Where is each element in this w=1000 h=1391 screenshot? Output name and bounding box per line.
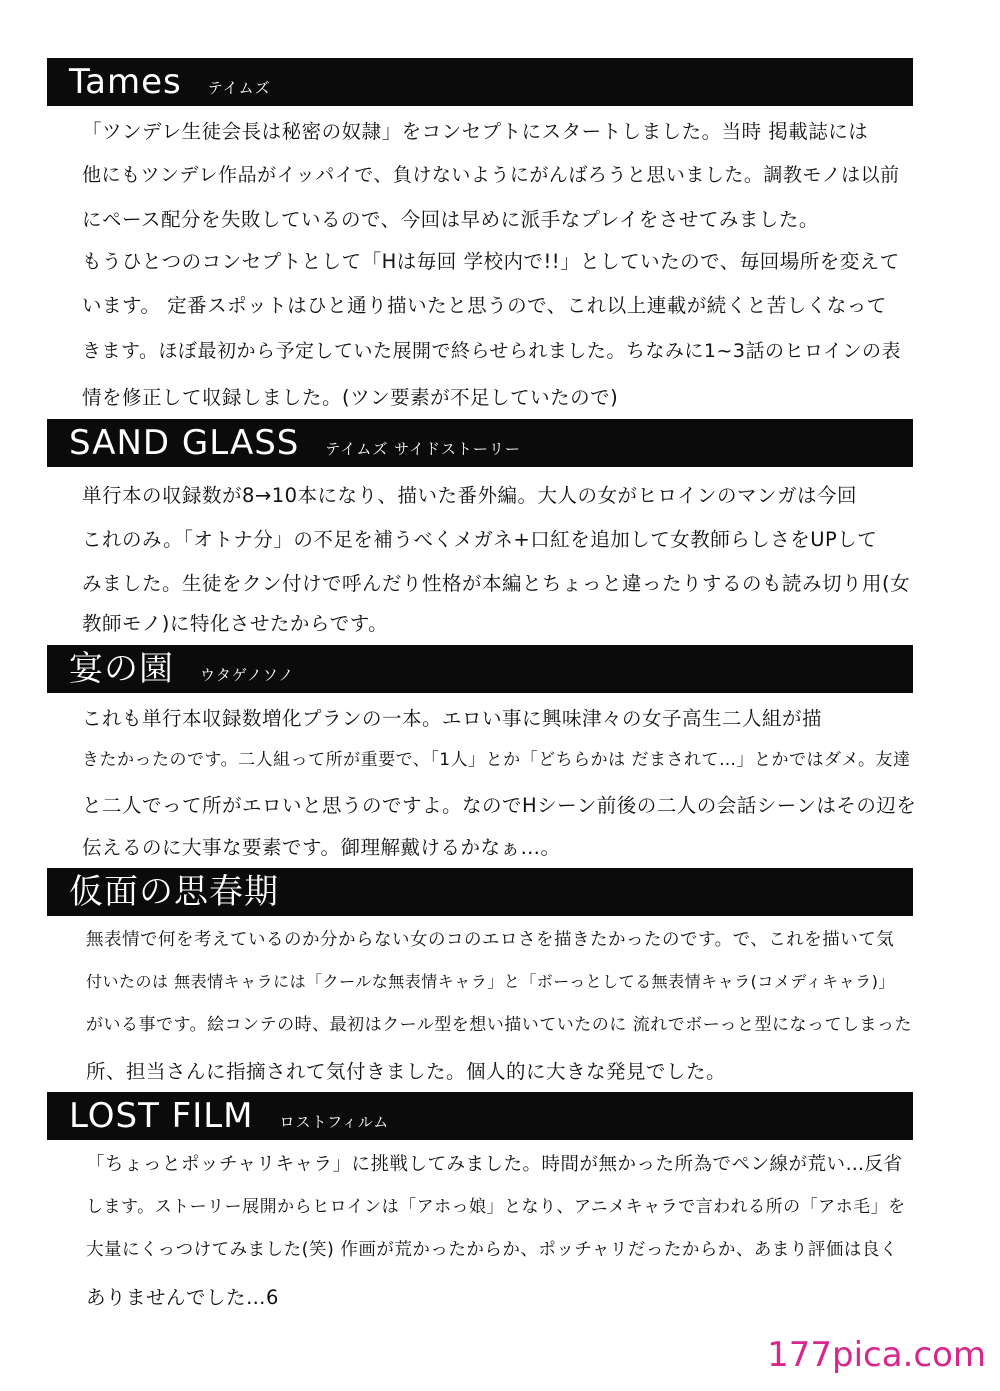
section-title: LOST FILM (69, 1096, 254, 1136)
body-line: 単行本の収録数が8→10本になり、描いた番外編。大人の女がヒロインのマンガは今回 (82, 484, 857, 507)
section-header-lost-film (47, 1092, 913, 1140)
section-header-sand-glass (47, 419, 913, 467)
body-line: 「ツンデレ生徒会長は秘密の奴隷」をコンセプトにスタートしました。当時 掲載誌には (82, 120, 869, 143)
body-line: 教師モノ)に特化させたからです。 (82, 612, 389, 635)
body-line: みました。生徒をクン付けで呼んだり性格が本編とちょっと違ったりするのも読み切り用(女 (82, 572, 911, 595)
section-title: 宴の園 (69, 649, 174, 689)
body-line: 所、担当さんに指摘されて気付きました。個人的に大きな発見でした。 (86, 1060, 727, 1083)
body-line: 伝えるのに大事な要素です。御理解戴けるかなぁ…。 (82, 836, 561, 859)
body-line: きたかったのです。二人組って所が重要で、「1人」とか「どちらかは だまされて…」とかではダメ。友達 (82, 750, 911, 770)
body-line: これのみ。「オトナ分」の不足を補うべくメガネ+口紅を追加して女教師らしさをUPして (82, 528, 878, 551)
body-line: 大量にくっつけてみました(笑) 作画が荒かったからか、ポッチャリだったからか、あまり評価は良く (86, 1240, 898, 1260)
section-title: SAND GLASS (69, 423, 300, 463)
section-header-kamen-no-shishunki (47, 868, 913, 916)
section-subtitle: テイムズ サイドストーリー (325, 440, 521, 458)
site-watermark: 177pica.com (767, 1335, 986, 1375)
body-line: います。 定番スポットはひと通り描いたと思うので、これ以上連載が続くと苦しくなって (82, 294, 887, 317)
body-line: 無表情で何を考えているのか分からない女のコのエロさを描きたかったのです。で、これを描いて気 (86, 930, 895, 950)
section-header-tames (47, 58, 913, 106)
body-line: 「ちょっとポッチャリキャラ」に挑戦してみました。時間が無かった所為でペン線が荒い…反省 (86, 1154, 903, 1175)
body-line: にペース配分を失敗しているので、今回は早めに派手なプレイをさせてみました。 (82, 208, 819, 231)
section-subtitle: テイムズ (207, 79, 271, 97)
section-subtitle: ロストフィルム (279, 1113, 390, 1131)
body-line: もうひとつのコンセプトとして「Hは毎回 学校内で!!」としていたので、毎回場所を変えて (82, 250, 900, 273)
body-line: ありませんでした…6 (86, 1286, 279, 1309)
body-line: 付いたのは 無表情キャラには「クールな無表情キャラ」と「ボーっとしてる無表情キャラ(コメディキャラ)」 (86, 972, 895, 991)
body-line: きます。ほぼ最初から予定していた展開で終らせられました。ちなみに1~3話のヒロインの表 (82, 340, 901, 362)
section-title: Tames (69, 62, 182, 102)
body-line: がいる事です。絵コンテの時、最初はクール型を想い描いていたのに 流れでボーっと型になってしまった (86, 1015, 913, 1035)
body-line: 情を修正して収録しました。(ツン要素が不足していたので) (82, 386, 619, 409)
body-line: 他にもツンデレ作品がイッパイで、負けないようにがんばろうと思いました。調教モノは以前 (82, 164, 900, 186)
body-line: します。ストーリー展開からヒロインは「アホっ娘」となり、アニメキャラで言われる所の「アホ毛」を (86, 1197, 906, 1217)
section-header-utage-no-sono (47, 645, 913, 693)
body-line: と二人でって所がエロいと思うのですよ。なのでHシーン前後の二人の会話シーンはその辺を (82, 794, 917, 817)
section-subtitle: ウタゲノソノ (200, 666, 295, 684)
body-line: これも単行本収録数増化プランの一本。エロい事に興味津々の女子高生二人組が描 (82, 707, 823, 730)
section-title: 仮面の思春期 (69, 872, 279, 912)
